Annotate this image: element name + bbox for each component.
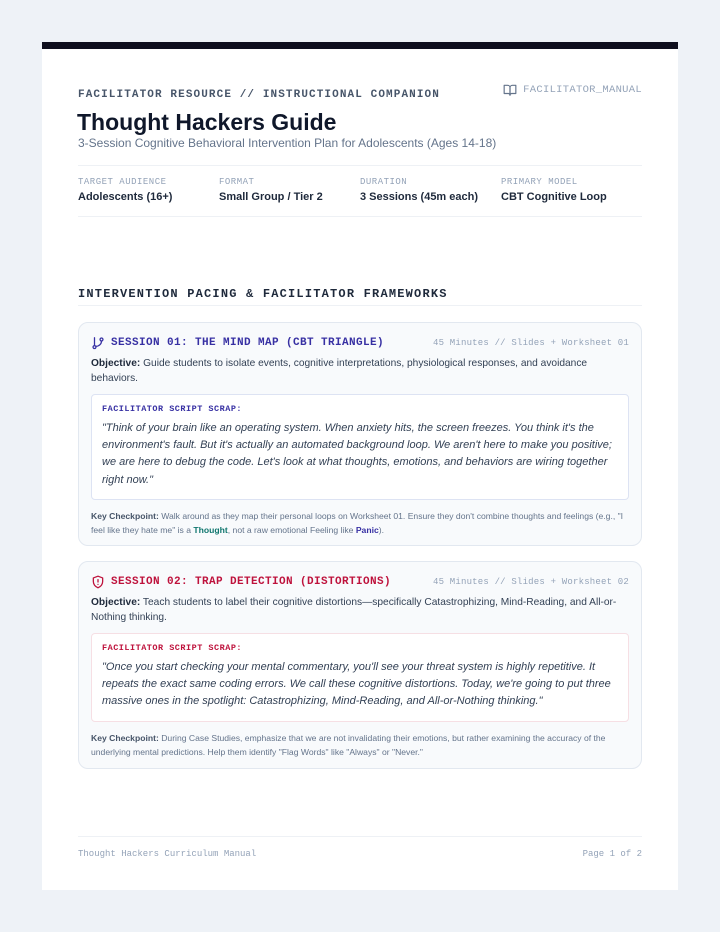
- meta-divider-bottom: [78, 216, 642, 217]
- session-card-01: [78, 322, 642, 546]
- session-meta: 45 Minutes // Slides + Worksheet 01: [432, 338, 629, 348]
- meta-value: CBT Cognitive Loop: [501, 191, 607, 203]
- session-title-row: [91, 575, 391, 589]
- book-icon: [503, 84, 517, 96]
- session-header: [91, 574, 629, 590]
- meta-target-audience: [78, 177, 219, 203]
- meta-grid: [78, 177, 642, 203]
- manual-tag: [503, 84, 642, 96]
- footer-title: Thought Hackers Curriculum Manual: [78, 849, 257, 859]
- meta-primary-model: [501, 177, 642, 203]
- script-box: [91, 633, 629, 722]
- session-meta: 45 Minutes // Slides + Worksheet 02: [432, 577, 629, 587]
- checkpoint-text: During Case Studies, emphasize that we are not invalidating their emotions, but rather examining the accuracy of the underlying mental predictions. Help them identify "Flag Words" like "Always" or "Never.": [91, 732, 606, 758]
- session-objective: [91, 596, 629, 625]
- checkpoint-text: Walk around as they map their personal loops on Worksheet 01. Ensure they don't combine thoughts and feelings (e.g., "I feel like they hate me" is a: [91, 510, 624, 536]
- meta-format: [219, 177, 360, 203]
- session-checkpoint: [91, 509, 629, 538]
- script-label: FACILITATOR SCRIPT SCRAP:: [102, 643, 243, 653]
- meta-label: FORMAT: [219, 177, 255, 187]
- meta-value: 3 Sessions (45m each): [360, 191, 479, 203]
- meta-label: DURATION: [360, 177, 408, 187]
- eyebrow: FACILITATOR RESOURCE // INSTRUCTIONAL COMPANION: [78, 89, 440, 101]
- checkpoint-label: Key Checkpoint:: [91, 510, 159, 521]
- script-text: "Once you start checking your mental commentary, you'll see your threat system is highly repetitive. It repeats the exact same coding errors. We call these cognitive distortions. Today, we're going to put three massive ones in the spotlight: Catastrophizing, Mind-Reading, and All-or-Nothing thinking.": [102, 661, 611, 708]
- section-heading: INTERVENTION PACING & FACILITATOR FRAMEWORKS: [78, 287, 448, 301]
- script-text: "Think of your brain like an operating system. When anxiety hits, the screen freezes. You think it's the environment's fault. But it's actually an automated background loop. We aren't here to make you positive; we are here to debug the code. Let's look at what thoughts, emotions, and behaviors are wiring together right now.": [102, 422, 612, 486]
- objective-label: Objective:: [91, 358, 141, 369]
- session-objective: [91, 357, 629, 386]
- script-label: FACILITATOR SCRIPT SCRAP:: [102, 404, 243, 414]
- page-subtitle: 3-Session Cognitive Behavioral Intervention Plan for Adolescents (Ages 14-18): [78, 136, 497, 150]
- session-header: [91, 335, 629, 351]
- git-branch-icon: [91, 336, 105, 350]
- checkpoint-label: Key Checkpoint:: [91, 732, 159, 743]
- highlight-thought: Thought: [193, 525, 228, 536]
- session-checkpoint: [91, 731, 629, 760]
- session-card-02: [78, 561, 642, 769]
- objective-text: Teach students to label their cognitive distortions—specifically Catastrophizing, Mind-Reading, and All-or-Nothing thinking.: [91, 597, 617, 623]
- meta-duration: [360, 177, 501, 203]
- session-title-row: [91, 336, 384, 350]
- meta-label: PRIMARY MODEL: [501, 177, 578, 187]
- meta-value: Adolescents (16+): [78, 191, 173, 203]
- checkpoint-text-end: ).: [378, 525, 384, 536]
- meta-value: Small Group / Tier 2: [219, 191, 323, 203]
- footer-rule: [78, 836, 642, 837]
- manual-page: [42, 42, 678, 890]
- shield-alert-icon: [91, 575, 105, 589]
- section-rule: [78, 305, 642, 306]
- page-number: Page 1 of 2: [582, 849, 642, 859]
- script-box: [91, 394, 629, 500]
- checkpoint-text-mid: , not a raw emotional Feeling like: [227, 525, 354, 536]
- manual-tag-label: FACILITATOR_MANUAL: [523, 84, 642, 96]
- session-title: SESSION 01: THE MIND MAP (CBT TRIANGLE): [111, 337, 385, 349]
- meta-divider-top: [78, 165, 642, 166]
- objective-text: Guide students to isolate events, cognitive interpretations, physiological responses, and avoidance behaviors.: [91, 358, 588, 384]
- session-title: SESSION 02: TRAP DETECTION (DISTORTIONS): [111, 576, 392, 588]
- meta-label: TARGET AUDIENCE: [78, 177, 167, 187]
- objective-label: Objective:: [91, 597, 141, 608]
- highlight-panic: Panic: [355, 525, 379, 536]
- page-title: Thought Hackers Guide: [77, 109, 337, 135]
